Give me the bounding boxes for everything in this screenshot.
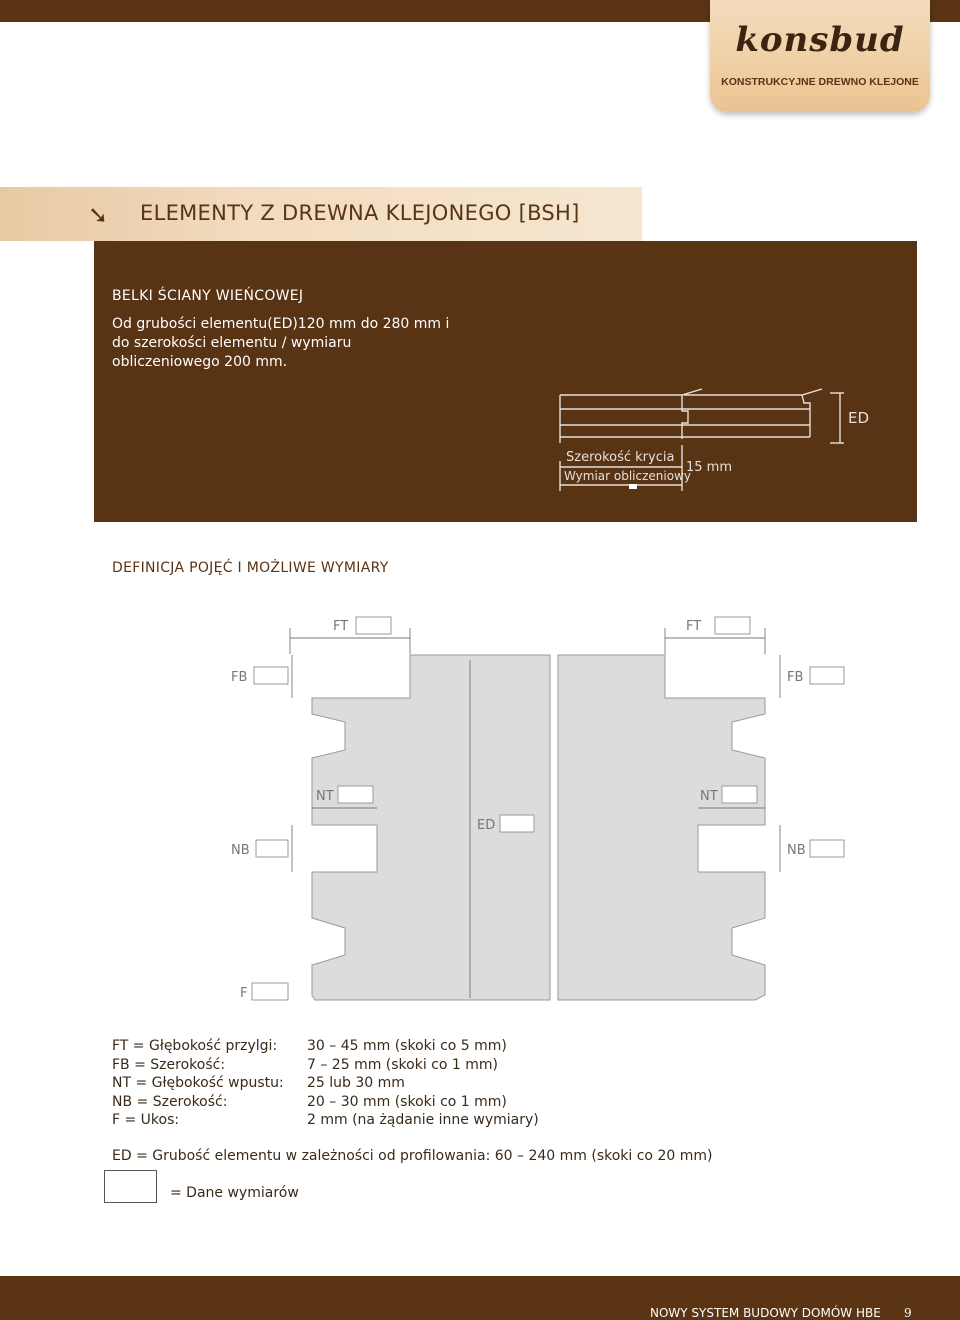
page-number: 9 bbox=[904, 1306, 912, 1320]
fb-label-right: FB bbox=[787, 670, 804, 685]
panel-description: Od grubości elementu(ED)120 mm do 280 mm i do szerokości elementu / wymiaru obliczeniowego 200 mm. bbox=[112, 316, 450, 370]
f-label: F bbox=[240, 986, 248, 1001]
gap-label: 15 mm bbox=[686, 460, 733, 475]
nb-label-left: NB bbox=[231, 843, 250, 858]
section-title: ELEMENTY Z DREWNA KLEJONEGO [BSH] bbox=[140, 201, 580, 225]
ft-label-left: FT bbox=[333, 619, 349, 634]
nt-label-left: NT bbox=[316, 789, 334, 804]
nb-label-right: NB bbox=[787, 843, 806, 858]
logo-subtitle: KONSTRUKCYJNE DREWNO KLEJONE bbox=[721, 76, 919, 88]
dimension-key-label: = Dane wymiarów bbox=[170, 1185, 299, 1201]
fb-label-left: FB bbox=[231, 670, 248, 685]
right-profile bbox=[558, 655, 765, 1000]
definitions-title: DEFINICJA POJĘĆ I MOŻLIWE WYMIARY bbox=[112, 560, 389, 576]
ed-definition: ED = Grubość elementu w zależności od profilowania: 60 – 240 mm (skoki co 20 mm) bbox=[112, 1148, 713, 1164]
ed-label: ED bbox=[477, 818, 496, 833]
profile-drawing bbox=[220, 610, 860, 1010]
beam-panel bbox=[94, 241, 917, 522]
cover-width-label: Szerokość krycia bbox=[566, 450, 675, 465]
ft-label-right: FT bbox=[686, 619, 702, 634]
beam-cross-section-drawing bbox=[552, 381, 892, 501]
section-header bbox=[0, 187, 642, 241]
panel-title: BELKI ŚCIANY WIEŃCOWEJ bbox=[112, 288, 304, 304]
calc-dimension-label: Wymiar obliczeniowy bbox=[564, 469, 691, 483]
ed-label: ED bbox=[848, 409, 870, 427]
arrow-down-right-icon: ➘ bbox=[88, 201, 109, 229]
logo-wordmark: konsbud bbox=[735, 20, 905, 60]
nt-label-right: NT bbox=[700, 789, 718, 804]
dimension-key-box bbox=[104, 1170, 157, 1203]
logo bbox=[710, 0, 930, 112]
footer-title: NOWY SYSTEM BUDOWY DOMÓW HBE bbox=[650, 1306, 881, 1320]
